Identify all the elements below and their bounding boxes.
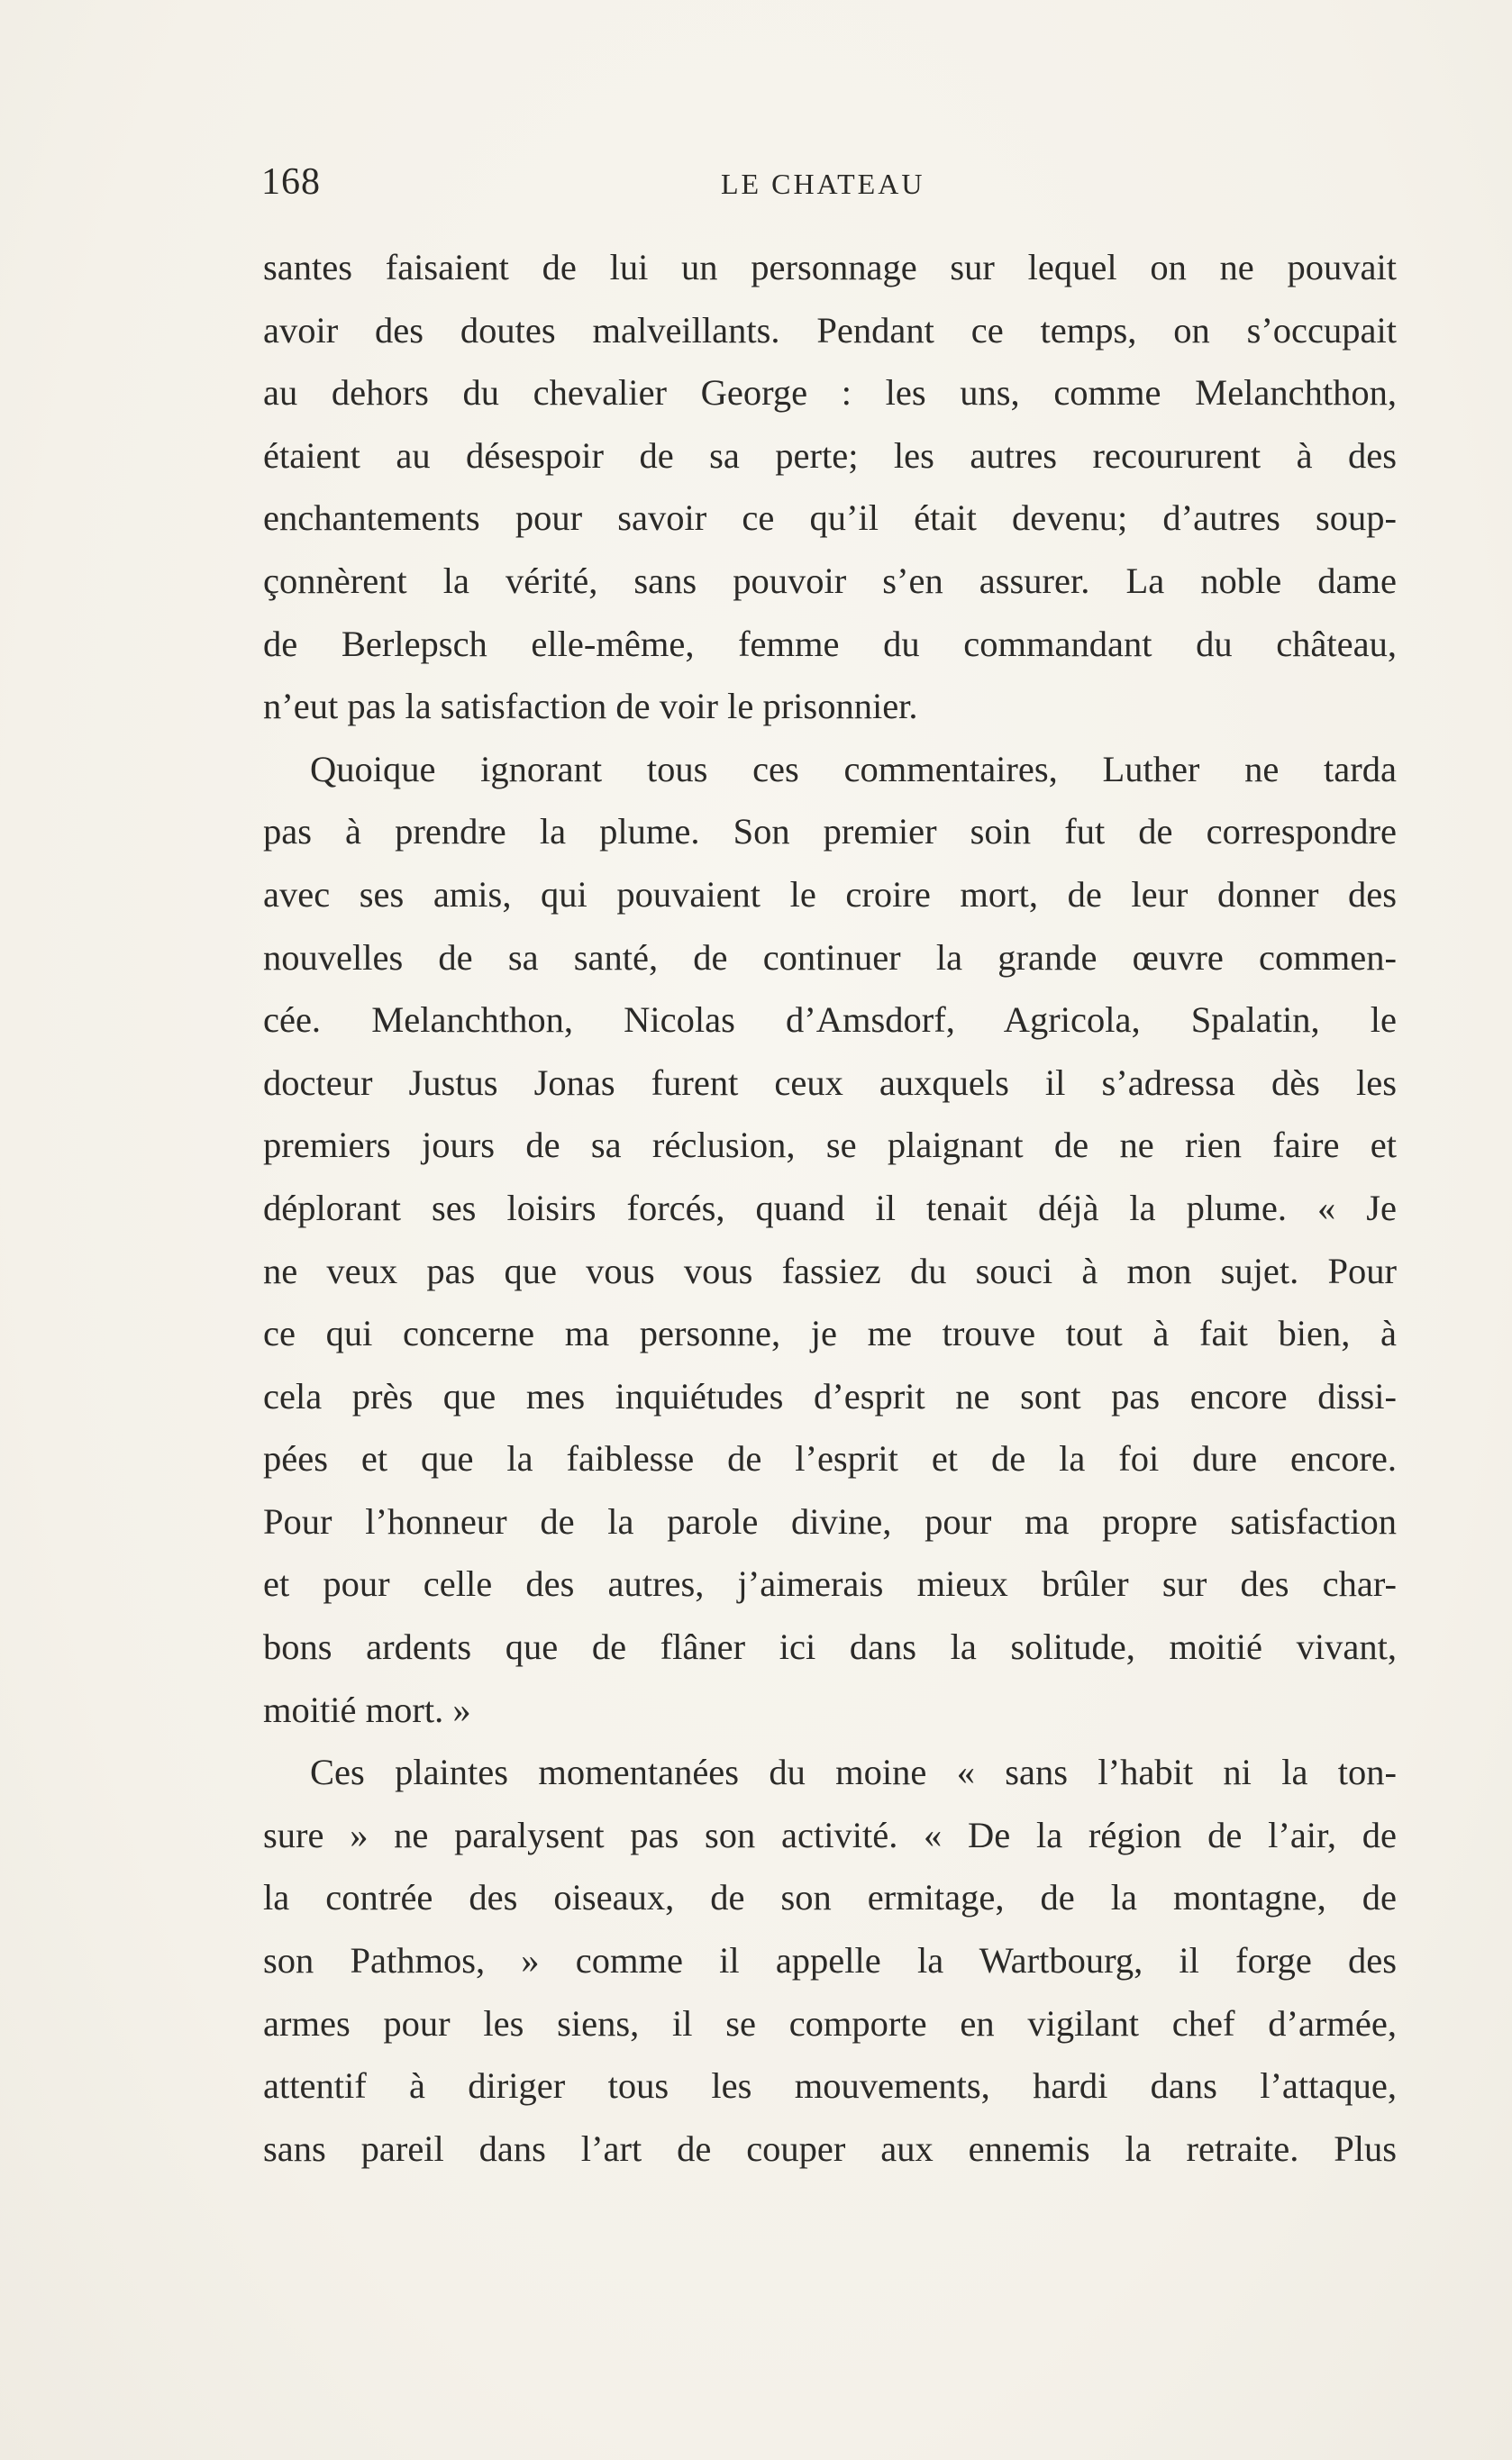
page-header (261, 160, 1397, 214)
text-line: cée. Melanchthon, Nicolas d’Amsdorf, Agricola, Spalatin, le (263, 999, 1397, 1041)
text-line: ne veux pas que vous vous fassiez du souci à mon sujet. Pour (263, 1250, 1397, 1291)
text-line: Quoique ignorant tous ces commentaires, Luther ne tarda (310, 748, 1397, 789)
text-line: son Pathmos, » comme il appelle la Wartbourg, il forge des (263, 1940, 1397, 1982)
running-title: LE CHATEAU (721, 168, 925, 200)
text-line: pées et que la faiblesse de l’esprit et de la foi dure encore. (263, 1438, 1397, 1480)
text-line: de Berlepsch elle-même, femme du commandant du château, (263, 623, 1397, 664)
text-line: bons ardents que de flâner ici dans la solitude, moitié vivant, (263, 1626, 1397, 1668)
text-line: la contrée des oiseaux, de son ermitage, de la montagne, de (263, 1877, 1397, 1918)
text-line: n’eut pas la satisfaction de voir le prisonnier. (263, 686, 918, 727)
text-line: avec ses amis, qui pouvaient le croire mort, de leur donner des (263, 873, 1397, 915)
text-line: pas à prendre la plume. Son premier soin fut de correspondre (263, 811, 1397, 852)
text-line: armes pour les siens, il se comporte en vigilant chef d’armée, (263, 2002, 1397, 2044)
text-line: premiers jours de sa réclusion, se plaignant de ne rien faire et (263, 1125, 1397, 1166)
body-text (263, 236, 1397, 2180)
text-line: docteur Justus Jonas furent ceux auxquels il s’adressa dès les (263, 1061, 1397, 1103)
text-line: moitié mort. » (263, 1689, 471, 1730)
text-line: étaient au désespoir de sa perte; les autres recoururent à des (263, 434, 1397, 476)
text-line: Ces plaintes momentanées du moine « sans l’habit ni la ton- (310, 1752, 1397, 1793)
text-line: ce qui concerne ma personne, je me trouve tout à fait bien, à (263, 1313, 1397, 1354)
text-line: attentif à diriger tous les mouvements, hardi dans l’attaque, (263, 2065, 1397, 2107)
text-line: santes faisaient de lui un personnage sur lequel on ne pouvait (263, 247, 1397, 287)
text-line: sans pareil dans l’art de couper aux ennemis la retraite. Plus (263, 2127, 1397, 2169)
text-line: avoir des doutes malveillants. Pendant ce temps, on s’occupait (263, 309, 1397, 351)
text-line: çonnèrent la vérité, sans pouvoir s’en assurer. La noble dame (263, 560, 1397, 601)
text-line: sure » ne paralysent pas son activité. « De la région de l’air, de (263, 1814, 1397, 1855)
page-number: 168 (261, 161, 321, 203)
text-line: cela près que mes inquiétudes d’esprit ne sont pas encore dissi- (263, 1375, 1397, 1417)
text-line: au dehors du chevalier George : les uns, comme Melanchthon, (263, 372, 1397, 414)
text-line: Pour l’honneur de la parole divine, pour ma propre satisfaction (263, 1500, 1397, 1542)
text-line: enchantements pour savoir ce qu’il était devenu; d’autres soup- (263, 497, 1397, 539)
text-line: nouvelles de sa santé, de continuer la grande œuvre commen- (263, 936, 1397, 978)
text-line: déplorant ses loisirs forcés, quand il tenait déjà la plume. « Je (263, 1187, 1397, 1228)
text-line: et pour celle des autres, j’aimerais mieux brûler sur des char- (263, 1563, 1397, 1605)
